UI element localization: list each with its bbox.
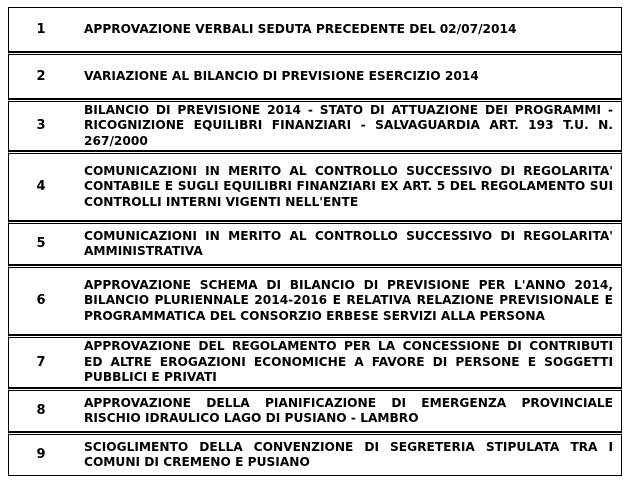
item-number: 1 <box>8 7 73 52</box>
table-row <box>8 335 622 388</box>
item-text: VARIAZIONE AL BILANCIO DI PREVISIONE ESERCIZIO 2014 <box>73 52 622 99</box>
item-number: 9 <box>8 432 73 476</box>
agenda-table <box>8 7 622 476</box>
item-number: 5 <box>8 221 73 265</box>
table-row <box>8 99 622 151</box>
item-number: 3 <box>8 99 73 151</box>
table-row <box>8 265 622 335</box>
table-row <box>8 221 622 265</box>
item-text: APPROVAZIONE DEL REGOLAMENTO PER LA CONCESSIONE DI CONTRIBUTI ED ALTRE EROGAZIONI ECONOMICHE A FAVORE DI PERSONE E SOGGETTI PUBBLICI E PRIVATI <box>73 335 622 388</box>
item-text: APPROVAZIONE DELLA PIANIFICAZIONE DI EMERGENZA PROVINCIALE RISCHIO IDRAULICO LAGO DI PUSIANO - LAMBRO <box>73 388 622 432</box>
table-row <box>8 151 622 221</box>
table-row <box>8 52 622 99</box>
item-number: 4 <box>8 151 73 221</box>
item-number: 6 <box>8 265 73 335</box>
item-text: COMUNICAZIONI IN MERITO AL CONTROLLO SUCCESSIVO DI REGOLARITA' AMMINISTRATIVA <box>73 221 622 265</box>
item-text: APPROVAZIONE SCHEMA DI BILANCIO DI PREVISIONE PER L'ANNO 2014, BILANCIO PLURIENNALE 2014-2016 E RELATIVA RELAZIONE PREVISIONALE E PROGRAMMATICA DEL CONSORZIO ERBESE SERVIZI ALLA PERSONA <box>73 265 622 335</box>
item-text: APPROVAZIONE VERBALI SEDUTA PRECEDENTE DEL 02/07/2014 <box>73 7 622 52</box>
item-text: SCIOGLIMENTO DELLA CONVENZIONE DI SEGRETERIA STIPULATA TRA I COMUNI DI CREMENO E PUSIANO <box>73 432 622 476</box>
item-number: 8 <box>8 388 73 432</box>
table-row <box>8 432 622 476</box>
table-row <box>8 7 622 52</box>
item-number: 7 <box>8 335 73 388</box>
item-text: BILANCIO DI PREVISIONE 2014 - STATO DI ATTUAZIONE DEI PROGRAMMI - RICOGNIZIONE EQUILIBRI FINANZIARI - SALVAGUARDIA ART. 193 T.U. N. 267/2000 <box>73 99 622 151</box>
table-row <box>8 388 622 432</box>
item-text: COMUNICAZIONI IN MERITO AL CONTROLLO SUCCESSIVO DI REGOLARITA' CONTABILE E SUGLI EQUILIBRI FINANZIARI EX ART. 5 DEL REGOLAMENTO SUI CONTROLLI INTERNI VIGENTI NELL'ENTE <box>73 151 622 221</box>
item-number: 2 <box>8 52 73 99</box>
